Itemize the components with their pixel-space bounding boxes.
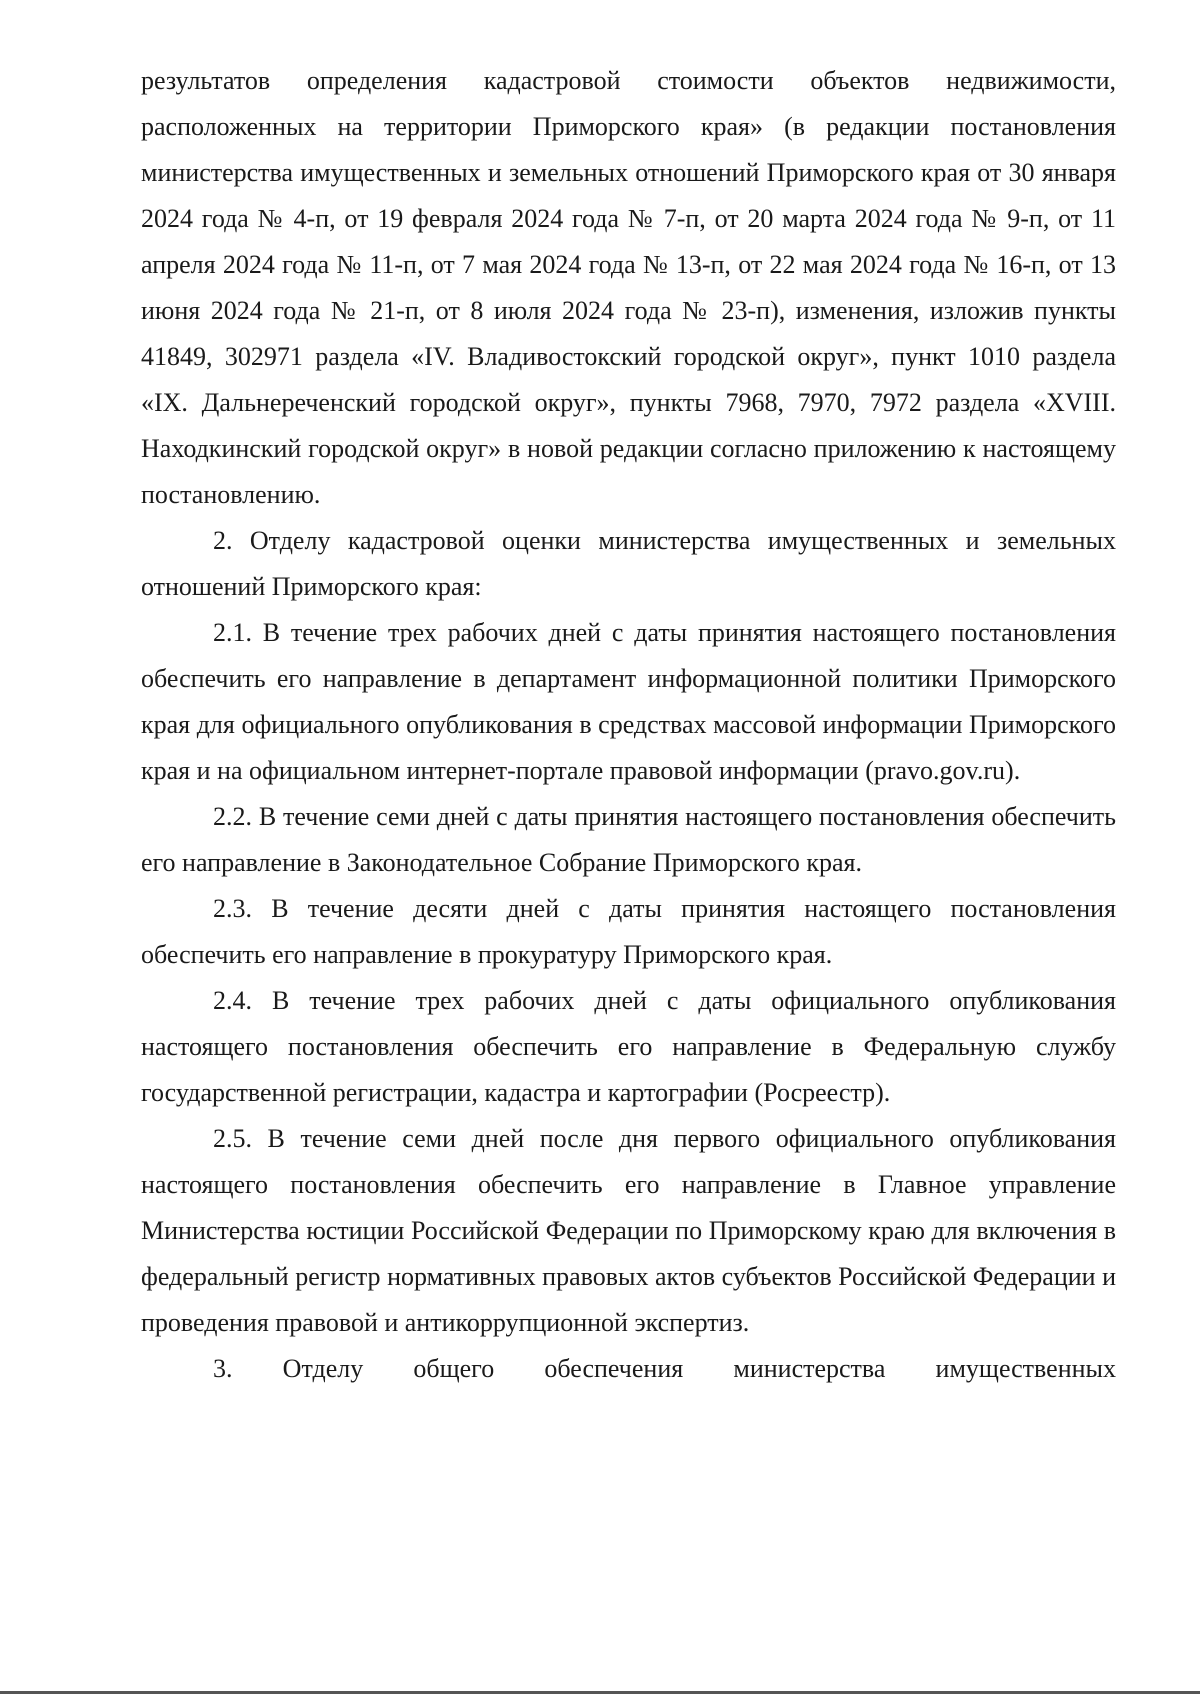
document-body [141, 58, 1116, 1392]
paragraph-item-2-3: 2.3. В течение десяти дней с даты принятия настоящего постановления обеспечить его направление в прокуратуру Приморского края. [141, 894, 1116, 969]
paragraph-item-2-4: 2.4. В течение трех рабочих дней с даты официального опубликования настоящего постановления обеспечить его направление в Федеральную службу государственной регистрации, кадастра и картографии (Росреестр). [141, 986, 1116, 1107]
paragraph-item-3: 3. Отделу общего обеспечения министерства имущественных [213, 1354, 1116, 1383]
paragraph-item-2: 2. Отделу кадастровой оценки министерства имущественных и земельных отношений Приморского края: [141, 526, 1116, 601]
paragraph-item-2-5: 2.5. В течение семи дней после дня первого официального опубликования настоящего постановления обеспечить его направление в Главное управление Министерства юстиции Российской Федерации по Приморскому краю для включения в федеральный регистр нормативных правовых актов субъектов Российской Федерации и проведения правовой и антикоррупционной экспертиз. [141, 1124, 1116, 1337]
paragraph-item-2-2: 2.2. В течение семи дней с даты принятия настоящего постановления обеспечить его направление в Законодательное Собрание Приморского края. [141, 802, 1116, 877]
paragraph-item-2-1: 2.1. В течение трех рабочих дней с даты принятия настоящего постановления обеспечить его направление в департамент информационной политики Приморского края для официального опубликования в средствах массовой информации Приморского края и на официальном интернет-портале правовой информации (pravo.gov.ru). [141, 618, 1116, 785]
paragraph-continuation: результатов определения кадастровой стоимости объектов недвижимости, расположенных на территории Приморского края» (в редакции постановления министерства имущественных и земельных отношений Приморского края от 30 января 2024 года № 4-п, от 19 февраля 2024 года № 7-п, от 20 марта 2024 года № 9-п, от 11 апреля 2024 года № 11-п, от 7 мая 2024 года № 13-п, от 22 мая 2024 года № 16-п, от 13 июня 2024 года № 21-п, от 8 июля 2024 года № 23-п), изменения, изложив пункты 41849, 302971 раздела «IV. Владивостокский городской округ», пункт 1010 раздела «IX. Дальнереченский городской округ», пункты 7968, 7970, 7972 раздела «XVIII. Находкинский городской округ» в новой редакции согласно приложению к настоящему постановлению. [141, 66, 1116, 509]
scan-edge-line [0, 1691, 1200, 1694]
